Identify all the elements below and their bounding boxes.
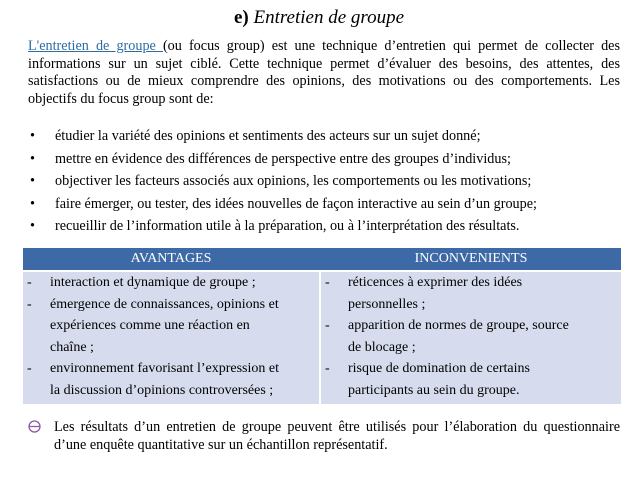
title-text: Entretien de groupe (253, 7, 405, 28)
intro-lead: L'entretien de groupe (28, 38, 163, 54)
table-row: - émergence de connaissances, opinions et (27, 296, 279, 312)
list-item: • faire émerger, ou tester, des idées nouvelles de façon interactive au sein d’un groupe; (28, 193, 620, 216)
table-row: - risque de domination de certains (325, 361, 530, 376)
list-item: • objectiver les facteurs associés aux opinions, les comportements ou les motivations; (28, 170, 620, 193)
objectives-list (28, 125, 620, 238)
list-item: • étudier la variété des opinions et sentiments des acteurs sur un sujet donné; (28, 125, 620, 148)
table-row: de blocage ; (348, 339, 416, 355)
header-advantages: AVANTAGES (130, 251, 212, 266)
circled-bar-bullet-icon (28, 420, 41, 433)
disadvantages-cell (321, 272, 621, 404)
conclusion-text: Les résultats d’un entretien de groupe peuvent être utilisés pour l’élaboration du questionnaire d’une enquête quantitative sur un échantillon représentatif. (54, 419, 620, 453)
table-row: - interaction et dynamique de groupe ; (27, 275, 256, 290)
pros-cons-table (23, 248, 621, 404)
table-row: - apparition de normes de groupe, source (325, 318, 569, 333)
list-item: • recueillir de l’information utile à la préparation, ou à l’interprétation des résultats. (28, 215, 620, 238)
conclusion-paragraph (28, 418, 620, 454)
intro-paragraph (28, 38, 620, 108)
table-row: la discussion d’opinions controversées ; (50, 382, 274, 398)
advantages-cell (23, 272, 319, 404)
slide-title (0, 6, 638, 30)
list-item: • mettre en évidence des différences de perspective entre des groupes d’individus; (28, 148, 620, 171)
header-disadvantages: INCONVENIENTS (414, 251, 528, 266)
table-row: chaîne ; (50, 339, 94, 355)
table-row: - réticences à exprimer des idées (325, 275, 523, 290)
intro-body: (ou focus group) est une technique d’entretien qui permet de collecter des informations sur un sujet ciblé. Cette technique permet d’évaluer des besoins, des attentes, des satisfactions ou de mieux comprendre des opinions, des motivations ou des comportements. Les objectifs du focus group sont de: (28, 38, 620, 107)
table-row: personnelles ; (348, 296, 426, 312)
table-header (23, 248, 621, 270)
table-row: - environnement favorisant l’expression et (27, 361, 279, 376)
table-row: expériences comme une réaction en (50, 318, 250, 333)
table-row: participants au sein du groupe. (348, 382, 520, 398)
title-letter: e) (233, 7, 249, 28)
